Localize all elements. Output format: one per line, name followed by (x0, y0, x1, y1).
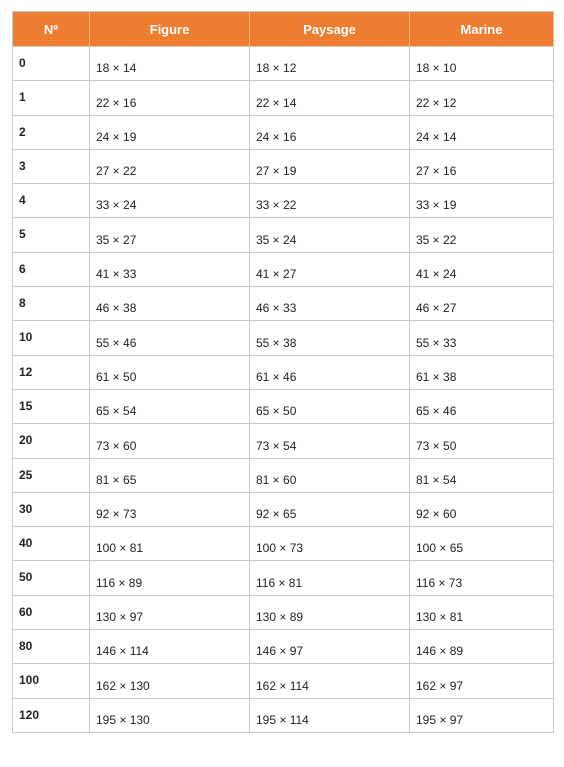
table-row (13, 492, 554, 526)
number-cell: 20 (13, 424, 90, 458)
paysage-cell: 41 × 27 (250, 252, 410, 286)
figure-cell: 162 × 130 (90, 664, 250, 698)
figure-cell: 92 × 73 (90, 492, 250, 526)
table-row (13, 149, 554, 183)
paysage-cell: 130 × 89 (250, 595, 410, 629)
marine-cell: 27 × 16 (410, 149, 554, 183)
table-row (13, 184, 554, 218)
table-body (13, 47, 554, 733)
table-row (13, 424, 554, 458)
number-cell: 4 (13, 184, 90, 218)
number-cell: 10 (13, 321, 90, 355)
figure-cell: 41 × 33 (90, 252, 250, 286)
marine-cell: 73 × 50 (410, 424, 554, 458)
table-row (13, 527, 554, 561)
figure-cell: 46 × 38 (90, 287, 250, 321)
figure-cell: 65 × 54 (90, 389, 250, 423)
table-row (13, 561, 554, 595)
number-cell: 30 (13, 492, 90, 526)
table-row (13, 355, 554, 389)
paysage-cell: 18 × 12 (250, 47, 410, 81)
paysage-cell: 27 × 19 (250, 149, 410, 183)
number-cell: 5 (13, 218, 90, 252)
number-cell: 12 (13, 355, 90, 389)
number-cell: 3 (13, 149, 90, 183)
paysage-cell: 22 × 14 (250, 81, 410, 115)
number-cell: 25 (13, 458, 90, 492)
number-cell: 0 (13, 47, 90, 81)
paysage-cell: 73 × 54 (250, 424, 410, 458)
marine-cell: 130 × 81 (410, 595, 554, 629)
paysage-cell: 100 × 73 (250, 527, 410, 561)
marine-cell: 81 × 54 (410, 458, 554, 492)
table-row (13, 115, 554, 149)
paysage-cell: 92 × 65 (250, 492, 410, 526)
number-cell: 120 (13, 698, 90, 732)
paysage-cell: 81 × 60 (250, 458, 410, 492)
figure-cell: 73 × 60 (90, 424, 250, 458)
table-row (13, 321, 554, 355)
figure-cell: 81 × 65 (90, 458, 250, 492)
marine-cell: 55 × 33 (410, 321, 554, 355)
paysage-cell: 162 × 114 (250, 664, 410, 698)
paysage-cell: 35 × 24 (250, 218, 410, 252)
figure-cell: 27 × 22 (90, 149, 250, 183)
number-cell: 2 (13, 115, 90, 149)
number-cell: 100 (13, 664, 90, 698)
figure-cell: 35 × 27 (90, 218, 250, 252)
paysage-cell: 65 × 50 (250, 389, 410, 423)
table-row (13, 630, 554, 664)
table-header (13, 12, 554, 47)
marine-cell: 116 × 73 (410, 561, 554, 595)
marine-cell: 65 × 46 (410, 389, 554, 423)
marine-cell: 195 × 97 (410, 698, 554, 732)
table-row (13, 252, 554, 286)
number-cell: 50 (13, 561, 90, 595)
table-row (13, 595, 554, 629)
marine-cell: 22 × 12 (410, 81, 554, 115)
table-row (13, 218, 554, 252)
figure-cell: 195 × 130 (90, 698, 250, 732)
header-paysage: Paysage (250, 12, 410, 47)
table-row (13, 287, 554, 321)
marine-cell: 35 × 22 (410, 218, 554, 252)
table-row (13, 458, 554, 492)
figure-cell: 24 × 19 (90, 115, 250, 149)
number-cell: 1 (13, 81, 90, 115)
marine-cell: 100 × 65 (410, 527, 554, 561)
marine-cell: 146 × 89 (410, 630, 554, 664)
paysage-cell: 195 × 114 (250, 698, 410, 732)
table-row (13, 389, 554, 423)
figure-cell: 116 × 89 (90, 561, 250, 595)
table-row (13, 81, 554, 115)
paysage-cell: 146 × 97 (250, 630, 410, 664)
number-cell: 6 (13, 252, 90, 286)
number-cell: 8 (13, 287, 90, 321)
canvas-sizes-table-container (12, 11, 553, 733)
canvas-sizes-table (12, 11, 554, 733)
number-cell: 80 (13, 630, 90, 664)
paysage-cell: 46 × 33 (250, 287, 410, 321)
header-row (13, 12, 554, 47)
number-cell: 40 (13, 527, 90, 561)
paysage-cell: 116 × 81 (250, 561, 410, 595)
marine-cell: 162 × 97 (410, 664, 554, 698)
paysage-cell: 61 × 46 (250, 355, 410, 389)
number-cell: 60 (13, 595, 90, 629)
figure-cell: 18 × 14 (90, 47, 250, 81)
table-row (13, 698, 554, 732)
figure-cell: 146 × 114 (90, 630, 250, 664)
marine-cell: 18 × 10 (410, 47, 554, 81)
marine-cell: 24 × 14 (410, 115, 554, 149)
paysage-cell: 55 × 38 (250, 321, 410, 355)
figure-cell: 33 × 24 (90, 184, 250, 218)
figure-cell: 130 × 97 (90, 595, 250, 629)
figure-cell: 100 × 81 (90, 527, 250, 561)
marine-cell: 92 × 60 (410, 492, 554, 526)
paysage-cell: 24 × 16 (250, 115, 410, 149)
header-figure: Figure (90, 12, 250, 47)
marine-cell: 61 × 38 (410, 355, 554, 389)
table-row (13, 47, 554, 81)
figure-cell: 22 × 16 (90, 81, 250, 115)
table-row (13, 664, 554, 698)
figure-cell: 55 × 46 (90, 321, 250, 355)
marine-cell: 41 × 24 (410, 252, 554, 286)
marine-cell: 46 × 27 (410, 287, 554, 321)
figure-cell: 61 × 50 (90, 355, 250, 389)
paysage-cell: 33 × 22 (250, 184, 410, 218)
marine-cell: 33 × 19 (410, 184, 554, 218)
header-number: Nº (13, 12, 90, 47)
number-cell: 15 (13, 389, 90, 423)
header-marine: Marine (410, 12, 554, 47)
